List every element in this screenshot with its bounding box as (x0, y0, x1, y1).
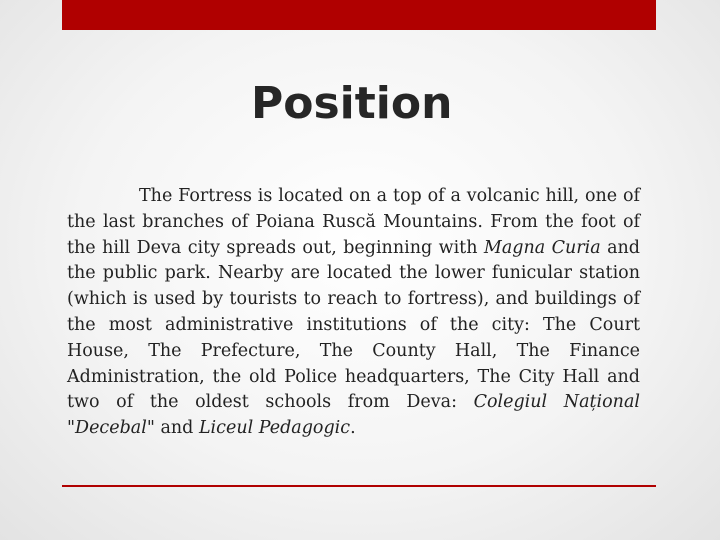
italic-colegiul-decebal: Colegiul Național "Decebal" (67, 392, 640, 439)
slide-title: Position (251, 78, 453, 129)
bottom-accent-line (62, 485, 656, 487)
top-accent-bar (62, 0, 656, 30)
italic-magna-curia: Magna Curia (483, 237, 601, 258)
body-paragraph (67, 184, 640, 442)
paragraph-text-3: and (154, 418, 199, 439)
italic-liceul-pedagogic: Liceul Pedagogic (198, 418, 351, 439)
paragraph-text-1: The Fortress is located on a top of a volcanic hill, one of the last branches of Poiana Ruscă Mountains. From the foot of the hill Deva city spreads out, beginning with (67, 186, 640, 258)
paragraph-text-4: . (350, 418, 356, 439)
paragraph-text-2: and the public park. Nearby are located the lower funicular station (which is used by tourists to reach to fortress), and buildings of the most administrative institutions of the city: The Court House, The Prefecture, The County Hall, The Finance Administration, the old Police headquarters, The City Hall and two of the oldest schools from Deva: (67, 237, 640, 413)
